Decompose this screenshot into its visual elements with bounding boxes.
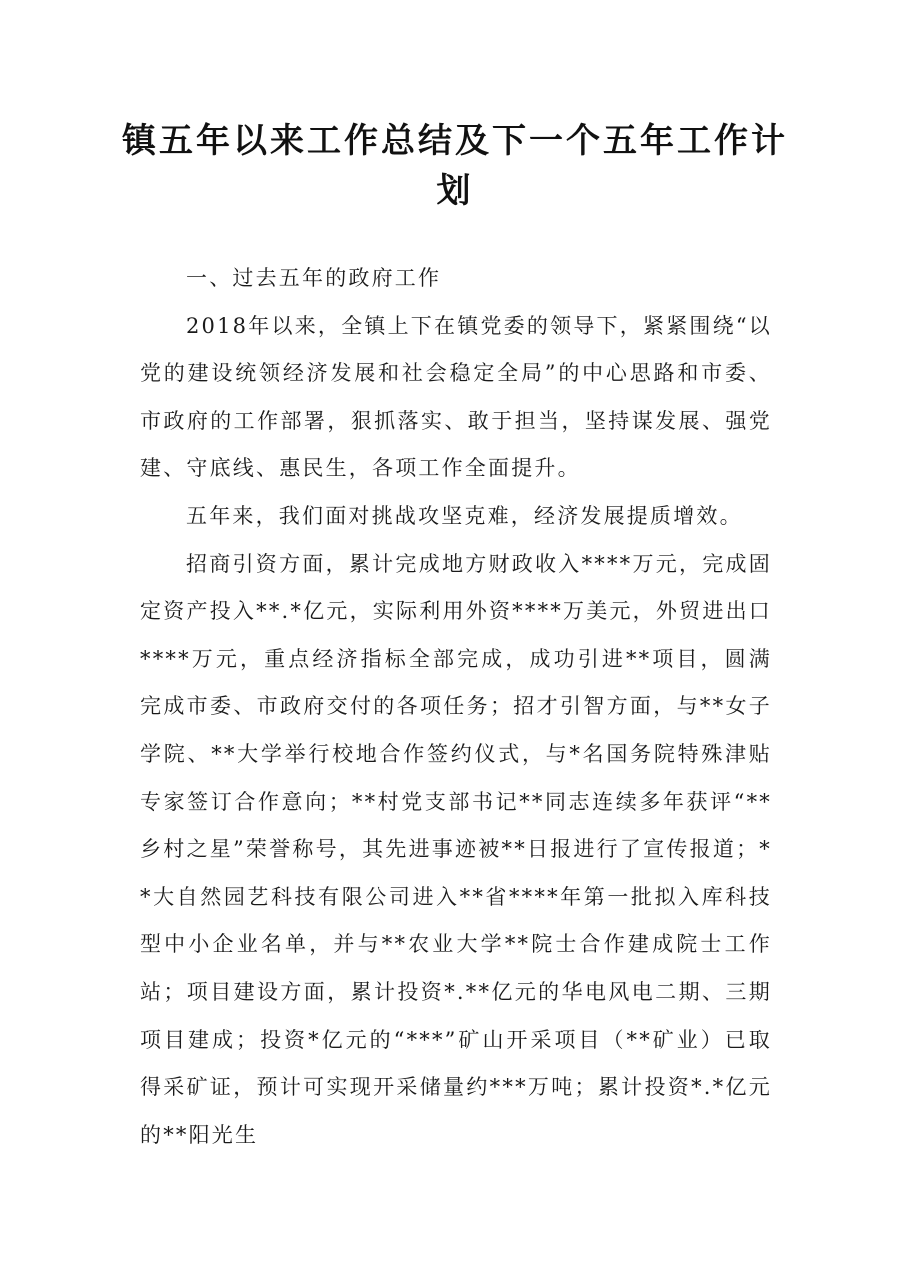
paragraph-summary: 五年来，我们面对挑战攻坚克难，经济发展提质增效。 <box>186 503 743 528</box>
paragraph-investment: 招商引资方面，累计完成地方财政收入****万元，完成固定资产投入**.*亿元，实际利用外资****万美元，外贸进出口****万元，重点经济指标全部完成，成功引进**项目，圆满完成市委、市政府交付的各项任务；招才引智方面，与**女子学院、**大学举行校地合作签约仪式，与*名国务院特殊津贴专家签订合作意向；**村党支部书记**同志连续多年获评“**乡村之星”荣誉称号，其先进事迹被**日报进行了宣传报道；**大自然园艺科技有限公司进入**省****年第一批拟入库科技型中小企业名单，并与**农业大学**院士合作建成院士工作站；项目建设方面，累计投资*.**亿元的华电风电二期、三期项目建成；投资*亿元的“***”矿山开采项目（**矿业）已取得采矿证，预计可实现开采储量约***万吨；累计投资*.*亿元的**阳光生 <box>140 551 772 1147</box>
document-body <box>140 255 772 1159</box>
paragraph-intro: 2018年以来，全镇上下在镇党委的领导下，紧紧围绕“以党的建设统领经济发展和社会稳定全局”的中心思路和市委、市政府的工作部署，狠抓落实、敢于担当，坚持谋发展、强党建、守底线、惠民生，各项工作全面提升。 <box>140 313 772 481</box>
document-title: 镇五年以来工作总结及下一个五年工作计划 <box>122 121 788 211</box>
section-heading: 一、过去五年的政府工作 <box>186 266 442 290</box>
